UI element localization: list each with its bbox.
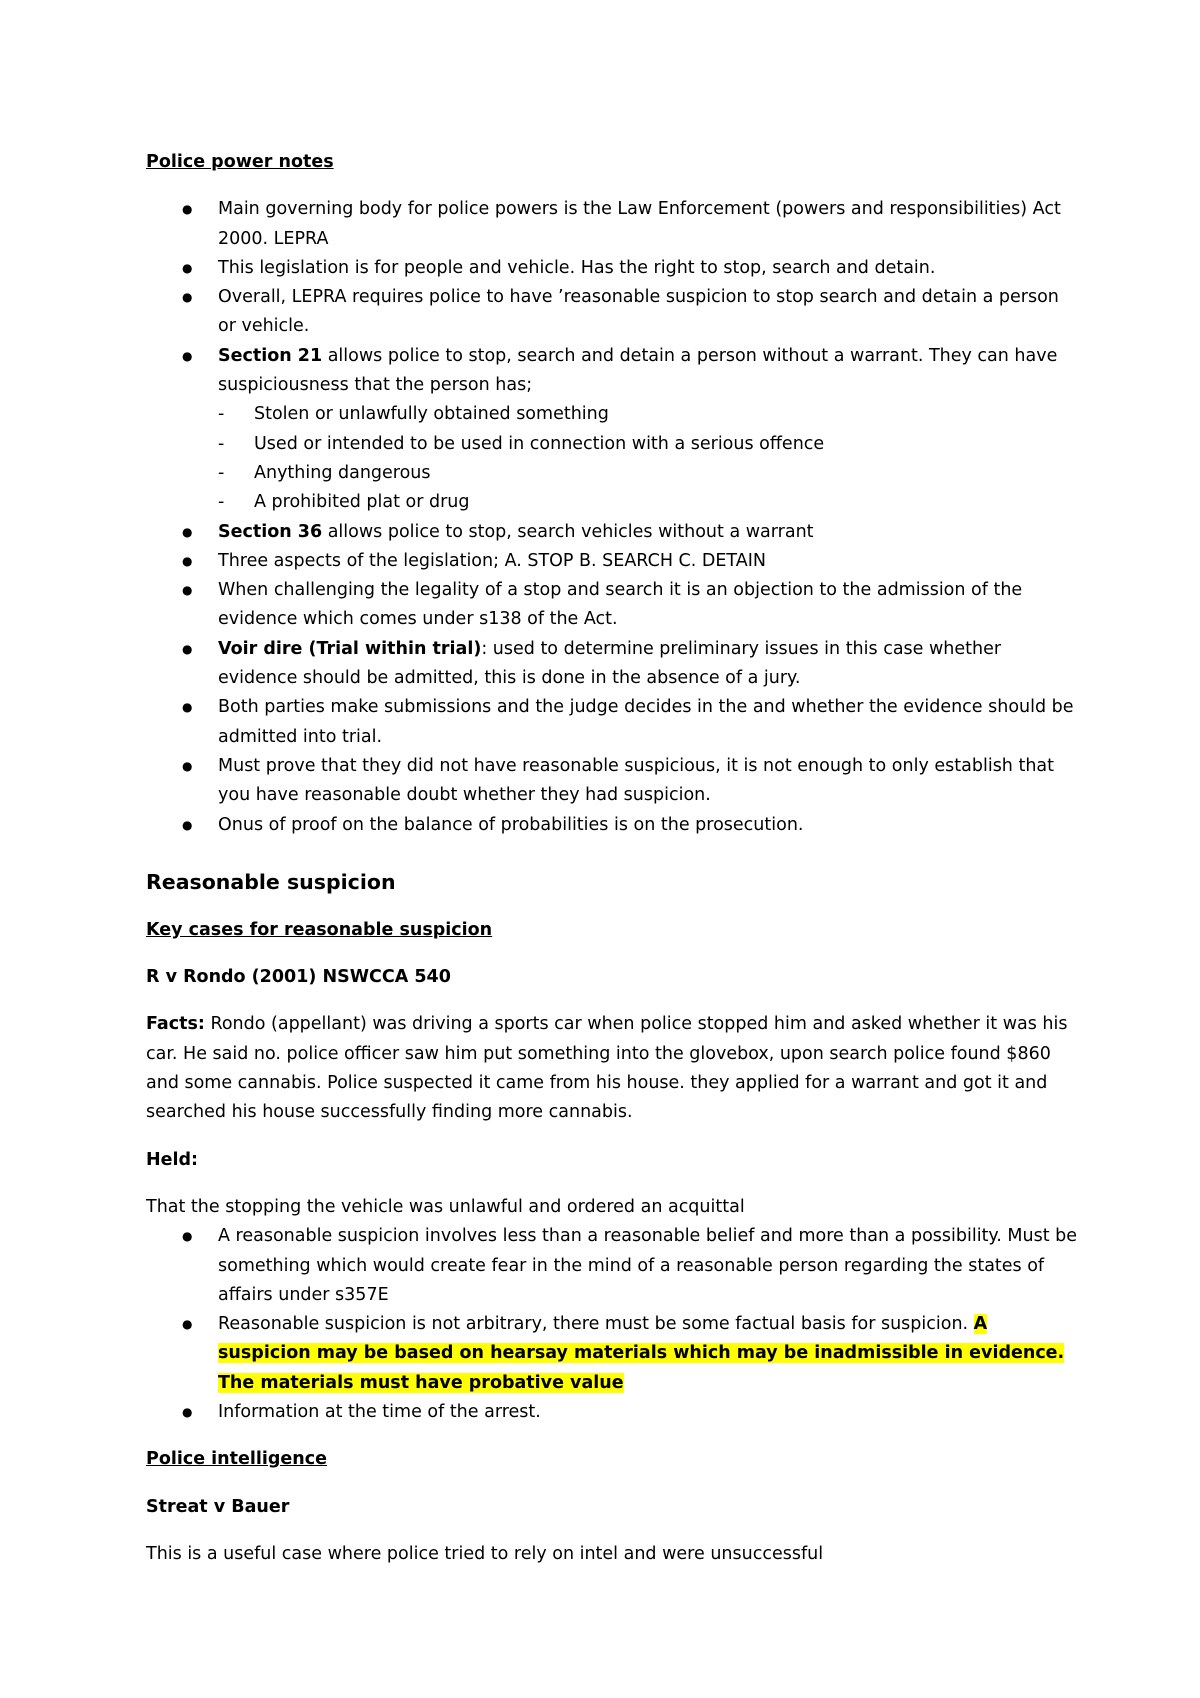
- dash-item: - Stolen or unlawfully obtained something: [218, 400, 1080, 429]
- section-36-label: Section 36: [218, 521, 323, 542]
- dash-item: - Used or intended to be used in connection with a serious offence: [218, 430, 1080, 459]
- list-item-highlighted: [146, 1310, 1080, 1398]
- section-21-dash-list: [218, 400, 1080, 517]
- list-item: ● Overall, LEPRA requires police to have ’reasonable suspicion to stop search and detain a person or vehicle.: [146, 283, 1080, 342]
- list-item: ● Three aspects of the legislation; A. STOP B. SEARCH C. DETAIN: [146, 547, 1080, 576]
- list-item-section-36: [146, 518, 1080, 547]
- voir-dire-label: Voir dire (Trial within trial): [218, 638, 482, 659]
- list-item: ● Onus of proof on the balance of probabilities is on the prosecution.: [146, 811, 1080, 840]
- key-cases-heading: Key cases for reasonable suspicion: [146, 919, 493, 940]
- facts-label: Facts:: [146, 1014, 205, 1035]
- list-item: ● When challenging the legality of a stop and search it is an objection to the admission of the evidence which comes under s138 of the Act.: [146, 576, 1080, 635]
- list-item-voir-dire: [146, 635, 1080, 694]
- case-facts: [146, 1010, 1080, 1127]
- list-item: ● Must prove that they did not have reasonable suspicious, it is not enough to only establish that you have reasonable doubt whether they had suspicion.: [146, 752, 1080, 811]
- case-text: This is a useful case where police tried to rely on intel and were unsuccessful: [146, 1543, 824, 1564]
- section-21-text: allows police to stop, search and detain a person without a warrant. They can have suspiciousness that the person has;: [218, 345, 1058, 396]
- list-item: ● A reasonable suspicion involves less than a reasonable belief and more than a possibility. Must be something which would create fear in the mind of a reasonable person regarding the states of affairs under s357E: [146, 1222, 1080, 1310]
- voir-dire-text: : used to determine preliminary issues in this case whether evidence should be admitted, this is done in the absence of a jury.: [218, 638, 1002, 689]
- list-item: ● Both parties make submissions and the judge decides in the and whether the evidence should be admitted into trial.: [146, 693, 1080, 752]
- dash-item: - Anything dangerous: [218, 459, 1080, 488]
- section-heading: Reasonable suspicion: [146, 869, 396, 894]
- held-bullet-text: Reasonable suspicion is not arbitrary, there must be some factual basis for suspicion.: [218, 1314, 974, 1335]
- list-item: ● This legislation is for people and vehicle. Has the right to stop, search and detain.: [146, 254, 1080, 283]
- held-bullet-list: [146, 1222, 1080, 1427]
- held-label: Held:: [146, 1149, 199, 1170]
- section-21-label: Section 21: [218, 345, 323, 366]
- list-item: ● Information at the time of the arrest.: [146, 1398, 1080, 1427]
- intel-heading: Police intelligence: [146, 1449, 327, 1470]
- document-title: Police power notes: [146, 152, 334, 172]
- facts-text: Rondo (appellant) was driving a sports car when police stopped him and asked whether it was his car. He said no. police officer saw him put something into the glovebox, upon search police found $860 and some cannabis. Police suspected it came from his house. they applied for a warrant and got it and searched his house successfully finding more cannabis.: [146, 1014, 1068, 1123]
- dash-item: - A prohibited plat or drug: [218, 488, 1080, 517]
- case-name: Streat v Bauer: [146, 1496, 290, 1517]
- case-name: R v Rondo (2001) NSWCCA 540: [146, 967, 451, 988]
- section-36-text: allows police to stop, search vehicles without a warrant: [322, 521, 814, 542]
- notes-bullet-list: [146, 195, 1080, 840]
- list-item-section-21: [146, 342, 1080, 518]
- highlighted-text: A suspicion may be based on hearsay materials which may be inadmissible in evidence. The materials must have probative value: [218, 1314, 1065, 1393]
- held-text: That the stopping the vehicle was unlawful and ordered an acquittal: [146, 1196, 745, 1217]
- list-item: ● Main governing body for police powers is the Law Enforcement (powers and responsibilities) Act 2000. LEPRA: [146, 195, 1080, 254]
